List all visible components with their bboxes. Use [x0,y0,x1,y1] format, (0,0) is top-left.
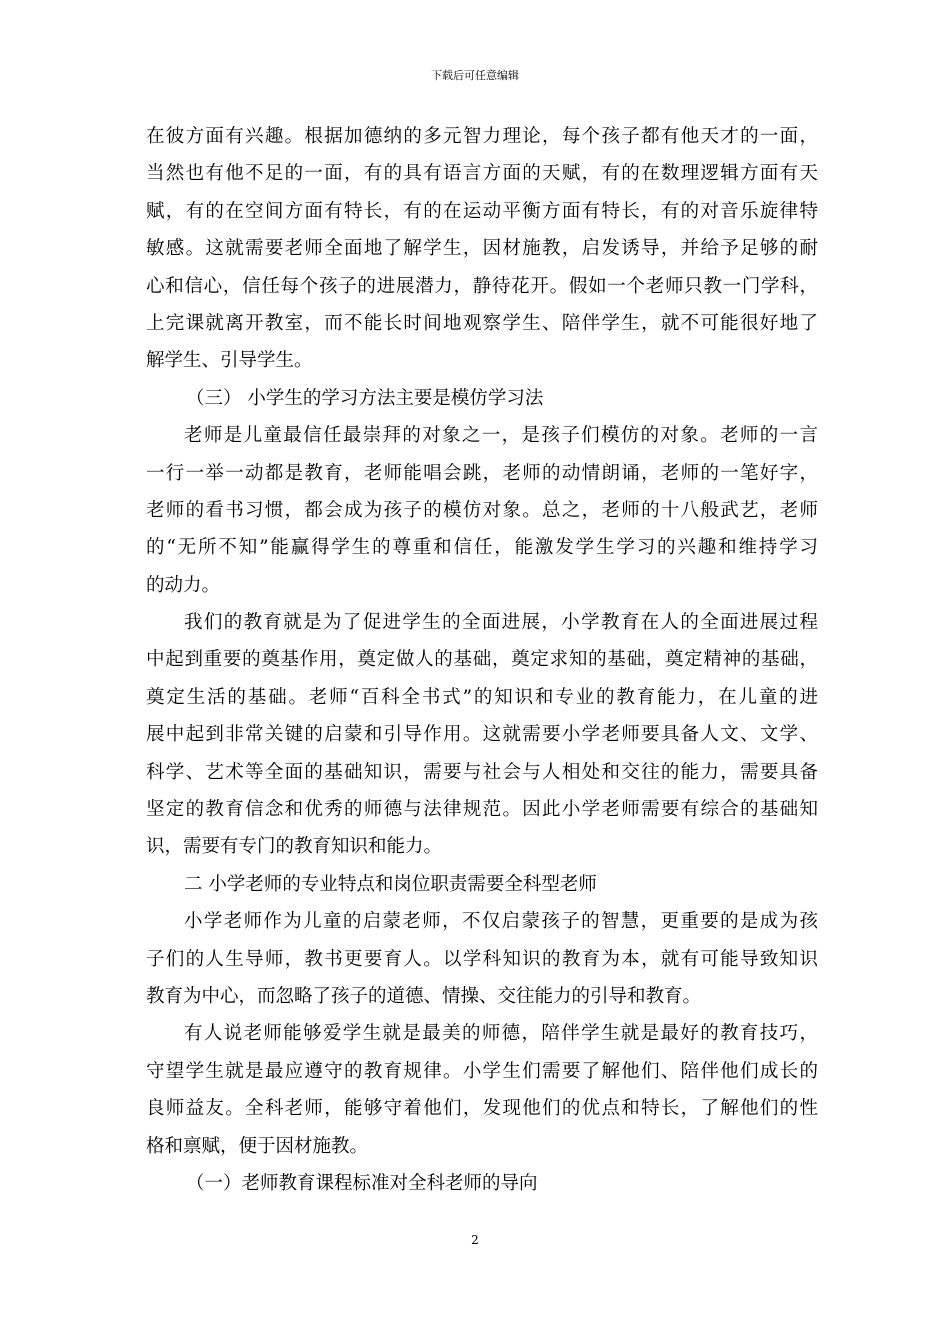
text-line: 有人说老师能够爱学生就是最美的师德，陪伴学生就是最好的教育技巧， [184,1023,818,1045]
text-line: 识，需要有专门的教育知识和能力。 [146,836,443,858]
text-line: 心和信心，信任每个孩子的进展潜力，静待花开。假如一个老师只教一门学科， [146,275,818,297]
text-line: 赋，有的在空间方面有特长，有的在运动平衡方面有特长，有的对音乐旋律特 [146,200,818,222]
text-line: 子们的人生导师，教书更要育人。以学科知识的教育为本，就有可能导致知识 [146,948,818,970]
text-line: 一行一举一动都是教育，老师能唱会跳，老师的动情朗诵，老师的一笔好字， [146,462,818,484]
text-line: 我们的教育就是为了促进学生的全面进展，小学教育在人的全面进展过程 [184,612,818,634]
text-line: 良师益友。全科老师，能够守着他们，发现他们的优点和特长，了解他们的性 [146,1098,818,1120]
text-line: 敏感。这就需要老师全面地了解学生，因材施教，启发诱导，并给予足够的耐 [146,238,818,260]
text-line: 上完课就离开教室，而不能长时间地观察学生、陪伴学生，就不可能很好地了 [146,312,818,334]
text-line: 格和禀赋，便于因材施教。 [146,1135,369,1157]
text-line: 当然也有他不足的一面，有的具有语言方面的天赋，有的在数理逻辑方面有天 [146,163,818,185]
paragraph [146,903,818,1015]
page-number: 2 [471,1233,479,1247]
text-line: 的“无所不知”能赢得学生的尊重和信任，能激发学生学习的兴趣和维持学习 [146,537,818,559]
text-line: 坚定的教育信念和优秀的师德与法律规范。因此小学老师需要有综合的基础知 [146,799,818,821]
text-line: 解学生、引导学生。 [146,350,313,372]
text-line: 守望学生就是最应遵守的教育规律。小学生们需要了解他们、陪伴他们成长的 [146,1060,818,1082]
text-line: 小学老师作为儿童的启蒙老师，不仅启蒙孩子的智慧，更重要的是成为孩 [184,911,818,933]
text-line: 奠定生活的基础。老师“百科全书式”的知识和专业的教育能力，在儿童的进 [146,686,818,708]
text-line: 教育为中心，而忽略了孩子的道德、情操、交往能力的引导和教育。 [146,985,702,1007]
section-heading: （一）老师教育课程标准对全科老师的导向 [186,1172,538,1194]
section-heading: （三） 小学生的学习方法主要是模仿学习法 [186,387,544,409]
text-line: 老师是儿童最信任最崇拜的对象之一，是孩子们模仿的对象。老师的一言 [184,425,818,447]
page-header: 下载后可任意编辑 [431,69,519,82]
paragraph [146,118,818,380]
text-line: 展中起到非常关键的启蒙和引导作用。这就需要小学老师要具备人文、文学、 [146,724,818,746]
section-heading: 二 小学老师的专业特点和岗位职责需要全科型老师 [184,873,597,895]
text-line: 在彼方面有兴趣。根据加德纳的多元智力理论，每个孩子都有他天才的一面， [146,126,818,147]
paragraph [146,417,818,604]
paragraph [146,604,818,866]
text-line: 科学、艺术等全面的基础知识，需要与社会与人相处和交往的能力，需要具备 [146,761,818,783]
text-line: 的动力。 [146,574,221,596]
document-body [146,118,818,1202]
text-line: 老师的看书习惯，都会成为孩子的模仿对象。总之，老师的十八般武艺，老师 [146,499,818,521]
text-line: 中起到重要的奠基作用，奠定做人的基础，奠定求知的基础，奠定精神的基础， [146,649,818,671]
paragraph [146,1015,818,1165]
